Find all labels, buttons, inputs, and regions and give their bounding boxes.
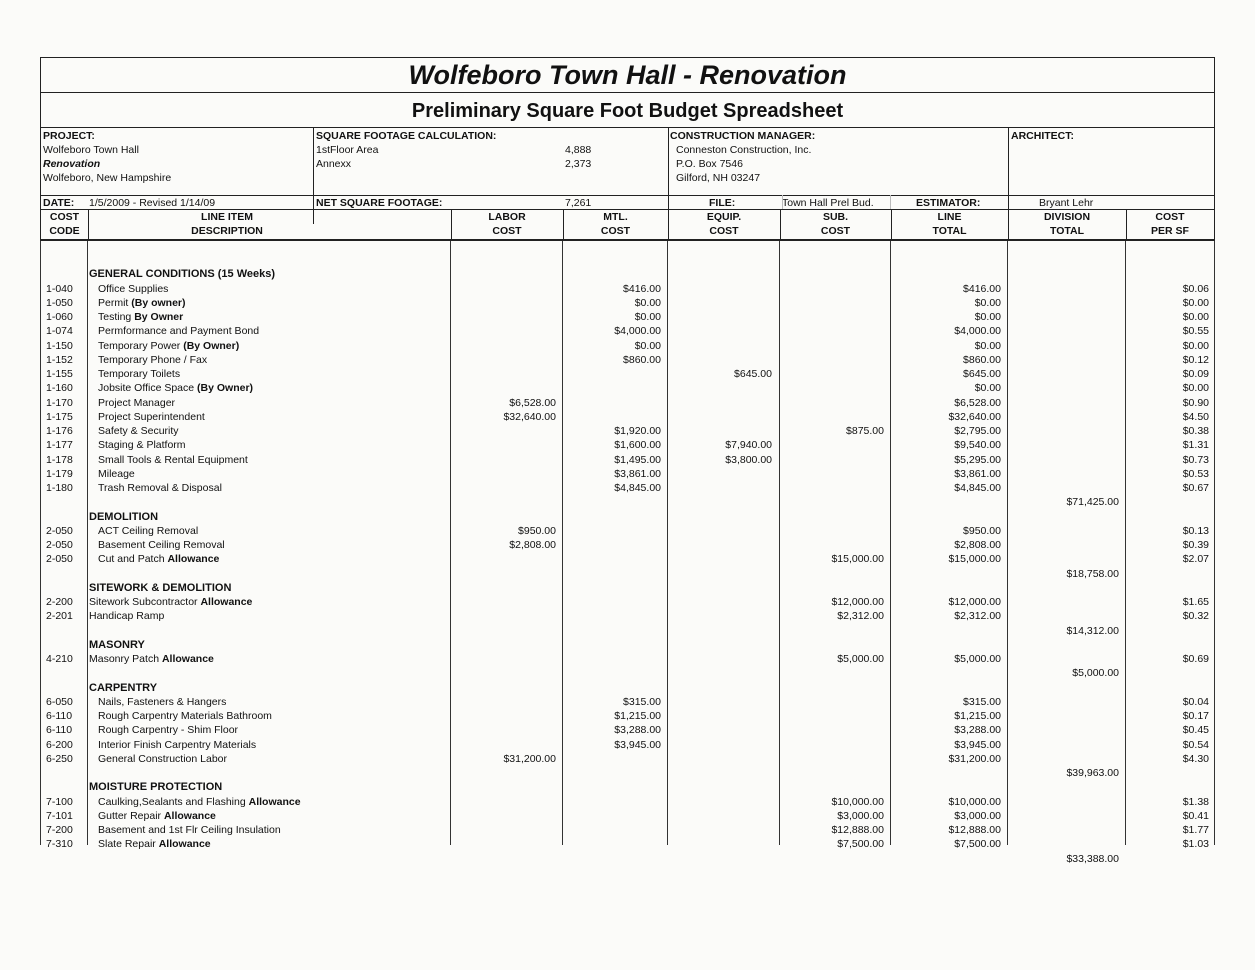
section-header (40, 681, 1215, 695)
line-item-description (98, 410, 205, 424)
line-value: $950.00 (963, 524, 1001, 537)
cm-city: Gilford, NH 03247 (676, 172, 761, 184)
description-text: Temporary Toilets (98, 368, 181, 380)
table-row (40, 795, 1215, 809)
psf-value: $0.06 (1182, 282, 1209, 295)
line-value: $15,000.00 (948, 553, 1001, 566)
mtl-value: $1,495.00 (614, 453, 661, 466)
line-item-description (98, 738, 256, 752)
col-cost-code: COST CODE (41, 210, 89, 239)
psf-value: $0.45 (1182, 724, 1209, 737)
sub-value: $12,888.00 (831, 824, 884, 836)
line-value: $6,528.00 (954, 396, 1001, 409)
description-emphasis: Allowance (248, 795, 301, 808)
division-total-row (40, 624, 1215, 638)
net-sqft-label: NET SQUARE FOOTAGE: (316, 197, 443, 209)
table-row (40, 524, 1215, 538)
mtl-value: $4,845.00 (614, 482, 661, 494)
sub-value: $12,000.00 (831, 596, 884, 608)
psf-value: $4.50 (1182, 410, 1209, 423)
line-value: $4,000.00 (954, 325, 1001, 338)
labor-value: $32,640.00 (503, 410, 556, 423)
psf-value: $0.69 (1182, 653, 1209, 665)
page-title: Wolfeboro Town Hall - Renovation (41, 58, 1214, 93)
date-sep-1 (313, 195, 314, 209)
cost-code: 1-074 (46, 325, 73, 338)
table-row (40, 752, 1215, 766)
line-item-description (98, 837, 211, 851)
line-value: $5,000.00 (954, 653, 1001, 665)
psf-value: $4.30 (1182, 752, 1209, 765)
col-sub: SUB. COST (780, 210, 892, 239)
division-total: $14,312.00 (1066, 624, 1119, 637)
cost-code: 1-155 (46, 368, 73, 380)
labor-value: $31,200.00 (503, 752, 556, 765)
division-total: $5,000.00 (1072, 667, 1119, 680)
cost-code: 1-180 (46, 482, 73, 494)
cm-name: Conneston Construction, Inc. (676, 144, 812, 156)
section-title: MOISTURE PROTECTION (89, 781, 223, 794)
equip-value: $3,800.00 (725, 453, 772, 466)
project-name: Wolfeboro Town Hall (43, 144, 139, 156)
date-value: 1/5/2009 - Revised 1/14/09 (89, 197, 216, 209)
description-text: Basement Ceiling Removal (98, 539, 225, 551)
description-emphasis: Allowance (167, 553, 220, 566)
description-text: Trash Removal & Disposal (98, 482, 222, 494)
psf-value: $0.90 (1182, 396, 1209, 409)
table-row (40, 381, 1215, 395)
description-text: Sitework Subcontractor (89, 596, 201, 608)
line-item-description (98, 552, 219, 566)
description-text: Small Tools & Rental Equipment (98, 453, 248, 466)
psf-value: $2.07 (1182, 553, 1209, 566)
mtl-value: $4,000.00 (614, 325, 661, 338)
mtl-value: $315.00 (623, 695, 661, 708)
table-row (40, 424, 1215, 438)
line-value: $0.00 (974, 339, 1001, 352)
line-value: $9,540.00 (954, 439, 1001, 452)
table-row (40, 282, 1215, 296)
architect-label: ARCHITECT: (1011, 130, 1074, 142)
division-total: $39,963.00 (1066, 767, 1119, 779)
description-text: Temporary Phone / Fax (98, 353, 208, 366)
description-emphasis: (By owner) (131, 296, 186, 309)
description-text: Office Supplies (98, 282, 169, 295)
line-item-description (98, 381, 253, 395)
description-text: Gutter Repair (98, 809, 164, 822)
table-row (40, 453, 1215, 467)
section-title: DEMOLITION (89, 510, 159, 523)
line-value: $1,215.00 (954, 710, 1001, 722)
section-title: SITEWORK & DEMOLITION (89, 581, 232, 594)
table-row (40, 296, 1215, 310)
line-item-description (98, 324, 259, 338)
cost-code: 1-050 (46, 296, 73, 309)
table-row (40, 809, 1215, 823)
description-text: Rough Carpentry - Shim Floor (98, 724, 239, 737)
table-row (40, 695, 1215, 709)
description-text: Safety & Security (98, 425, 179, 437)
description-text: Jobsite Office Space (98, 382, 198, 395)
description-emphasis: Allowance (161, 653, 214, 665)
line-value: $3,945.00 (954, 738, 1001, 751)
division-total: $33,388.00 (1066, 852, 1119, 865)
cost-code: 2-050 (46, 524, 73, 537)
division-total: $18,758.00 (1066, 567, 1119, 580)
table-row (40, 367, 1215, 381)
line-value: $0.00 (974, 382, 1001, 395)
line-value: $10,000.00 (948, 795, 1001, 808)
section-title: MASONRY (89, 638, 145, 651)
cost-code: 1-152 (46, 353, 73, 366)
table-row (40, 310, 1215, 324)
description-text: Cut and Patch (98, 553, 168, 566)
line-item-description (89, 609, 164, 623)
cost-code: 1-178 (46, 453, 73, 466)
table-row (40, 467, 1215, 481)
line-value: $3,000.00 (954, 809, 1001, 822)
line-item-description (98, 809, 216, 823)
line-item-description (98, 453, 248, 467)
cm-address: P.O. Box 7546 (676, 158, 743, 170)
cost-code: 4-210 (46, 653, 73, 665)
description-text: Project Superintendent (98, 410, 205, 423)
line-value: $12,000.00 (948, 596, 1001, 608)
psf-value: $0.00 (1182, 339, 1209, 352)
project-label: PROJECT: (43, 130, 95, 142)
cost-code: 7-100 (46, 795, 73, 808)
budget-table-body (40, 241, 1215, 865)
line-item-description (98, 310, 183, 324)
psf-value: $0.53 (1182, 467, 1209, 480)
sub-value: $7,500.00 (837, 838, 884, 851)
net-sqft-value: 7,261 (565, 197, 592, 209)
cost-code: 6-110 (46, 724, 73, 737)
description-text: Handicap Ramp (89, 610, 165, 623)
line-item-description (98, 524, 198, 538)
labor-value: $950.00 (518, 524, 556, 537)
cost-code: 1-150 (46, 339, 73, 352)
area1-label: 1stFloor Area (316, 144, 379, 156)
division-total-row (40, 567, 1215, 581)
sub-value: $875.00 (846, 425, 884, 437)
line-item-description (98, 752, 227, 766)
project-location: Wolfeboro, New Hampshire (43, 172, 172, 184)
division-total-row (40, 666, 1215, 680)
description-text: Rough Carpentry Materials Bathroom (98, 710, 272, 722)
date-label: DATE: (43, 197, 75, 209)
cost-code: 2-201 (46, 610, 73, 623)
description-text: General Construction Labor (98, 752, 227, 765)
line-value: $860.00 (963, 353, 1001, 366)
mtl-value: $1,600.00 (614, 439, 661, 452)
area2-value: 2,373 (565, 158, 592, 170)
description-text: Nails, Fasteners & Hangers (98, 695, 227, 708)
cost-code: 7-310 (46, 838, 73, 851)
psf-value: $0.73 (1182, 453, 1209, 466)
line-item-description (98, 538, 225, 552)
line-value: $315.00 (963, 695, 1001, 708)
description-text: Testing (98, 311, 135, 323)
cost-code: 7-101 (46, 809, 73, 822)
section-header (40, 638, 1215, 652)
psf-value: $0.00 (1182, 382, 1209, 395)
equip-value: $7,940.00 (725, 439, 772, 452)
table-row (40, 396, 1215, 410)
table-row (40, 709, 1215, 723)
line-value: $2,795.00 (954, 425, 1001, 437)
psf-value: $0.54 (1182, 738, 1209, 751)
line-item-description (98, 339, 239, 353)
table-row (40, 339, 1215, 353)
line-item-description (98, 695, 226, 709)
psf-value: $1.77 (1182, 824, 1209, 836)
cost-code: 1-176 (46, 425, 73, 437)
line-value: $12,888.00 (948, 824, 1001, 836)
psf-value: $0.17 (1182, 710, 1209, 722)
line-item-description (98, 481, 222, 495)
sub-value: $10,000.00 (831, 795, 884, 808)
line-value: $5,295.00 (954, 453, 1001, 466)
table-row (40, 538, 1215, 552)
table-row (40, 595, 1215, 609)
description-text: Temporary Power (98, 339, 184, 352)
budget-sheet (40, 57, 1215, 865)
cost-code: 6-200 (46, 738, 73, 751)
cost-code: 2-050 (46, 539, 73, 551)
cost-code: 2-200 (46, 596, 73, 608)
line-item-description (98, 282, 168, 296)
table-row (40, 738, 1215, 752)
psf-value: $0.38 (1182, 425, 1209, 437)
description-text: Masonry Patch (89, 653, 162, 665)
line-value: $0.00 (974, 296, 1001, 309)
description-text: Permformance and Payment Bond (98, 325, 260, 338)
col-description: LINE ITEM DESCRIPTION (88, 210, 452, 239)
cm-label: CONSTRUCTION MANAGER: (670, 130, 816, 142)
psf-value: $0.00 (1182, 311, 1209, 323)
description-text: Staging & Platform (98, 439, 186, 452)
description-emphasis: Allowance (200, 596, 253, 608)
mtl-value: $1,215.00 (614, 710, 661, 722)
table-row (40, 353, 1215, 367)
description-text: Mileage (98, 467, 135, 480)
sub-value: $5,000.00 (837, 653, 884, 665)
line-value: $32,640.00 (948, 410, 1001, 423)
cost-code: 1-060 (46, 311, 73, 323)
column-header-row (41, 209, 1214, 240)
cost-code: 6-250 (46, 752, 73, 765)
date-row (41, 196, 1214, 209)
col-labor: LABOR COST (451, 210, 564, 239)
section-header (40, 267, 1215, 281)
sqft-label: SQUARE FOOTAGE CALCULATION: (316, 130, 497, 142)
table-row (40, 652, 1215, 666)
table-row (40, 823, 1215, 837)
line-item-description (98, 823, 281, 837)
description-text: Project Manager (98, 396, 176, 409)
division-total: $71,425.00 (1066, 496, 1119, 509)
date-sep-2 (668, 195, 669, 209)
area2-label: Annexx (316, 158, 352, 170)
description-text: ACT Ceiling Removal (98, 524, 199, 537)
psf-value: $0.41 (1182, 809, 1209, 822)
estimator-label: ESTIMATOR: (916, 197, 981, 209)
line-item-description (98, 709, 272, 723)
description-emphasis: (By Owner) (183, 339, 240, 352)
line-item-description (98, 438, 186, 452)
description-text: Basement and 1st Flr Ceiling Insulation (98, 824, 281, 836)
cost-code: 1-160 (46, 382, 73, 395)
labor-value: $6,528.00 (509, 396, 556, 409)
psf-value: $1.03 (1182, 838, 1209, 851)
col-equip: EQUIP. COST (668, 210, 781, 239)
table-row (40, 723, 1215, 737)
table-row (40, 552, 1215, 566)
table-row (40, 837, 1215, 851)
division-total-row (40, 495, 1215, 509)
line-value: $2,312.00 (954, 610, 1001, 623)
mtl-value: $416.00 (623, 282, 661, 295)
col-per-sf: COST PER SF (1151, 211, 1189, 237)
description-emphasis: Allowance (163, 809, 216, 822)
page-subtitle: Preliminary Square Foot Budget Spreadsheet (411, 100, 844, 122)
cost-code: 1-179 (46, 467, 73, 480)
psf-value: $1.31 (1182, 439, 1209, 452)
col-line-total: LINE TOTAL (891, 210, 1009, 239)
line-item-description (98, 396, 175, 410)
line-item-description (98, 467, 135, 481)
description-text: Caulking,Sealants and Flashing (98, 795, 249, 808)
section-header (40, 780, 1215, 794)
table-row (40, 410, 1215, 424)
psf-value: $0.04 (1182, 695, 1209, 708)
line-item-description (98, 353, 207, 367)
line-item-description (89, 652, 214, 666)
line-value: $645.00 (963, 368, 1001, 380)
col-mtl: MTL. COST (563, 210, 669, 239)
date-sep-5 (890, 195, 891, 209)
line-value: $7,500.00 (954, 838, 1001, 851)
sub-value: $3,000.00 (837, 809, 884, 822)
psf-value: $0.13 (1182, 524, 1209, 537)
description-text: Interior Finish Carpentry Materials (98, 738, 257, 751)
section-title: GENERAL CONDITIONS (15 Weeks) (89, 268, 276, 281)
estimator-value: Bryant Lehr (1039, 197, 1094, 209)
equip-value: $645.00 (734, 368, 772, 380)
mtl-value: $860.00 (623, 353, 661, 366)
labor-value: $2,808.00 (509, 539, 556, 551)
division-total-row (40, 766, 1215, 780)
sub-value: $15,000.00 (831, 553, 884, 566)
project-type: Renovation (43, 158, 101, 170)
description-text: Slate Repair (98, 838, 159, 851)
table-row (40, 438, 1215, 452)
line-item-description (98, 367, 180, 381)
date-sep-3 (1008, 195, 1009, 209)
description-emphasis: By Owner (134, 311, 184, 323)
file-value: Town Hall Prel Bud. (782, 197, 874, 209)
mtl-value: $1,920.00 (614, 425, 661, 437)
sheet-frame (40, 57, 1215, 241)
cost-code: 7-200 (46, 824, 73, 836)
section-header (40, 510, 1215, 524)
line-value: $0.00 (974, 311, 1001, 323)
description-emphasis: Allowance (158, 838, 211, 851)
date-sep-4 (782, 195, 783, 209)
description-emphasis: (By Owner) (197, 382, 254, 395)
mtl-value: $3,861.00 (614, 467, 661, 480)
line-value: $31,200.00 (948, 752, 1001, 765)
line-item-description (89, 595, 252, 609)
sub-value: $2,312.00 (837, 610, 884, 623)
psf-value: $0.00 (1182, 296, 1209, 309)
division-total-row (40, 852, 1215, 866)
cost-code: 6-050 (46, 695, 73, 708)
table-row (40, 324, 1215, 338)
mtl-value: $0.00 (634, 311, 661, 323)
table-row (40, 609, 1215, 623)
psf-value: $0.55 (1182, 325, 1209, 338)
mtl-value: $3,288.00 (614, 724, 661, 737)
mtl-value: $3,945.00 (614, 738, 661, 751)
psf-value: $0.12 (1182, 353, 1209, 366)
line-item-description (98, 723, 238, 737)
file-label: FILE: (709, 197, 736, 209)
line-value: $3,861.00 (954, 467, 1001, 480)
section-title: CARPENTRY (89, 681, 158, 694)
line-value: $4,845.00 (954, 482, 1001, 494)
psf-value: $1.65 (1182, 596, 1209, 608)
line-item-description (98, 424, 179, 438)
cost-code: 1-177 (46, 439, 73, 452)
line-value: $2,808.00 (954, 539, 1001, 551)
line-item-description (98, 296, 186, 310)
cost-code: 1-170 (46, 396, 73, 409)
line-item-description (98, 795, 301, 809)
psf-value: $0.67 (1182, 482, 1209, 494)
col-division-total: DIVISION TOTAL (1008, 210, 1127, 239)
mtl-value: $0.00 (634, 339, 661, 352)
line-value: $416.00 (963, 282, 1001, 295)
psf-value: $0.39 (1182, 539, 1209, 551)
mtl-value: $0.00 (634, 296, 661, 309)
cost-code: 1-040 (46, 282, 73, 295)
table-row (40, 481, 1215, 495)
area1-value: 4,888 (565, 144, 592, 156)
cost-code: 2-050 (46, 553, 73, 566)
cost-code: 6-110 (46, 710, 73, 722)
description-text: Permit (98, 296, 132, 309)
psf-value: $0.32 (1182, 610, 1209, 623)
cost-code: 1-175 (46, 410, 73, 423)
line-value: $3,288.00 (954, 724, 1001, 737)
psf-value: $1.38 (1182, 795, 1209, 808)
section-header (40, 581, 1215, 595)
psf-value: $0.09 (1182, 368, 1209, 380)
